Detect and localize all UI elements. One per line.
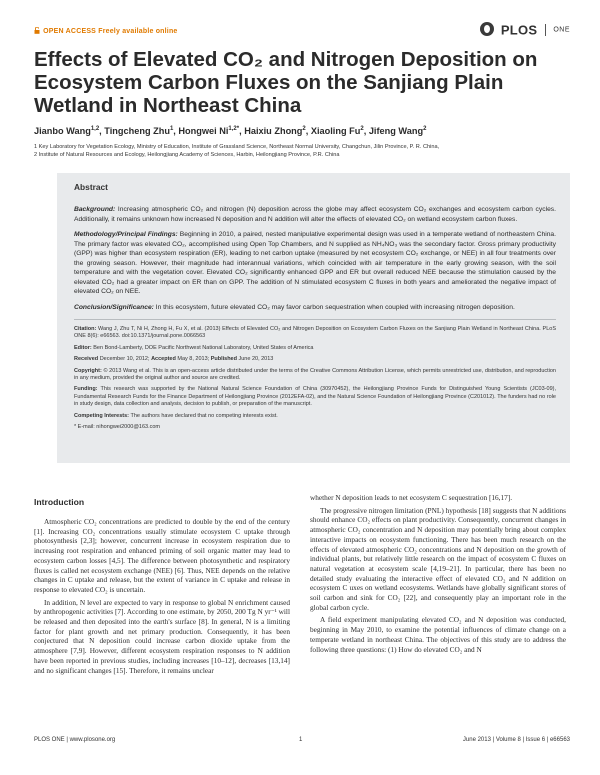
methods-text: Beginning in 2010, a paired, nested manipulative experimental design was used in a temperate wetland of northeastern China. The primary factor was elevated CO₂, accomplished using Open Top Chambers, and N supplied as NH₄NO₃ was the secondary factor. Gross primary productivity (GPP) was higher than ecosystem respiration (ER), leading to net carbon uptake (measured by net ecosystem CO₂ exchange, or NEE) in all four treatments over the growing season. However, their magnitude had interannual variations, which coincided with air temperature in the early growing season, with the soil temperature and with the vegetation cover. Elevated CO₂ significantly enhanced GPP and ER but overall reduced NEE because the stimulation caused by the elevated CO₂ had a greater impact on ER than on GPP. The addition of N stimulated ecosystem C fluxes in both years and ameliorated the negative impact of elevated CO₂ on NEE. bbox=[74, 231, 557, 295]
affiliation-1: 1 Key Laboratory for Vegetation Ecology, Ministry of Education, Institute of Grassland Science, Northeast Normal University, Changchun, Jilin Province, P. R. China, bbox=[34, 144, 440, 150]
background-text: Increasing atmospheric CO₂ and nitrogen (N) deposition across the globe may affect ecosystem CO₂ exchanges and ecosystem carbon cycles. Additionally, it remains unknown how increased N deposition and N addition will alter the effects of elevated CO₂ on wetland ecosystem carbon fluxes. bbox=[74, 206, 556, 223]
copyright-label: Copyright: bbox=[74, 367, 102, 374]
free-online-text: Freely available online bbox=[98, 28, 178, 35]
methods-lead: Methodology/Principal Findings: bbox=[74, 231, 178, 238]
competing-text: The authors have declared that no competing interests exist. bbox=[130, 412, 278, 419]
header-bar bbox=[34, 18, 570, 38]
affiliations bbox=[34, 143, 574, 159]
intro-paragraph-5: A field experiment manipulating elevated CO₂ and N deposition was conducted, beginning in May 2010, to examine the potential influences of climate change on a temperate wetland in northeast China. The objectives of this study are to address the following three questions: (1) How do elevated CO₂ and N bbox=[310, 615, 566, 654]
editor bbox=[74, 345, 556, 352]
page-number: 1 bbox=[299, 737, 303, 743]
citation-text: Wang J, Zhu T, Ni H, Zhong H, Fu X, et al. (2013) Effects of Elevated CO₂ and Nitrogen Deposition on Ecosystem Carbon Fluxes on the Sanjiang Plain Wetland in Northeast China. PLoS ONE 8(6): e66563. doi:10.1371/journal.pone.0066563 bbox=[74, 326, 556, 340]
footer-journal: PLOS ONE | www.plosone.org bbox=[34, 737, 116, 743]
article-title: Effects of Elevated CO₂ and Nitrogen Deposition on Ecosystem Carbon Fluxes on the Sanjiang Plain Wetland in Northeast China bbox=[34, 48, 538, 117]
abstract-methods bbox=[74, 230, 556, 297]
footer-issue: June 2013 | Volume 8 | Issue 6 | e66563 bbox=[462, 737, 570, 743]
citation-label: Citation: bbox=[74, 326, 97, 332]
published-date: June 20, 2013 bbox=[238, 356, 274, 363]
plos-logo-icon bbox=[480, 22, 494, 36]
body-column-right bbox=[310, 493, 566, 657]
competing-label: Competing Interests: bbox=[74, 412, 130, 419]
intro-paragraph-4: The progressive nitrogen limitation (PNL) hypothesis [18] suggests that N additions should enhance CO₂ effects on plant productivity. Consequently, concurrent changes in atmospheric CO₂ concentration and N deposition may potentially bring about complex interactive impacts on ecosystem functioning. There has been much research on the effects of elevated atmospheric CO₂ concentrations and N deposition on the growth of individual plants, but relatively little research on the impact of ecosystem C fluxes on natural vegetation at ecosystem scale [4,19–21]. In particular, there has been no detailed study evaluating the interactive effect of elevated CO₂ and N addition on ecosystem C uxes on wetland ecosystems. Wetlands have globally significant stores of soil carbon and sink for CO₂ [22], and consequently play an important role in the global carbon cycle. bbox=[310, 505, 566, 612]
journal-word: PLOS bbox=[500, 22, 538, 38]
funding bbox=[74, 386, 556, 408]
intro-paragraph-1: Atmospheric CO₂ concentrations are predicted to double by the end of the century [1]. Increasing CO₂ concentrations usually stimulate ecosystem C uptake through photosynthesis [2,3]; however, concurrent increase in ecosystem respiration due to increasing root respiration and enhanced priming of soil organic matter may lead to ecosystem carbon losses [4,5]. The difference between photosynthetic and respiratory fluxes is called net ecosystem exchange (NEE) [6]. Thus, NEE depends on the relative changes in C uptake and release, but the extent of variance in C uptake and release in response to elevated CO₂ is uncertain. bbox=[34, 517, 290, 594]
published-label: Published bbox=[210, 356, 237, 363]
body-column-left bbox=[34, 497, 290, 678]
competing-interests bbox=[74, 413, 556, 420]
background-lead: Background: bbox=[74, 206, 116, 213]
funding-label: Funding: bbox=[74, 386, 98, 393]
received-date: December 10, 2012; bbox=[99, 356, 150, 363]
email: * E-mail: nihongwei2000@163.com bbox=[74, 424, 160, 431]
open-access-label bbox=[34, 27, 178, 35]
open-access-text: OPEN ACCESS bbox=[43, 28, 97, 35]
author-list bbox=[34, 126, 574, 136]
intro-paragraph-3: whether N deposition leads to net ecosystem C sequestration [16,17]. bbox=[310, 493, 513, 502]
intro-paragraph-2: In addition, N level are expected to vary in response to global N enrichment caused by anthropogenic activities [7]. According to one estimate, by 2050, 200 Tg N yr⁻¹ will be released and then deposited into the earth's surface [8]. In general, N is a limiting factor for plant growth and net primary production. Consequently, it has been conjectured that N deposition could increase carbon dioxide uptake from the atmosphere [7,9]. However, different ecosystem respiration responses to N addition have been reported in previous studies, including increases [10–12], decreases [13,14] and no significant changes [15]. Therefore, it remains unclear bbox=[34, 597, 290, 675]
accepted-label: Accepted bbox=[151, 356, 176, 363]
abstract-background bbox=[74, 205, 556, 224]
accepted-date: May 8, 2013; bbox=[177, 356, 210, 363]
dates bbox=[74, 356, 556, 363]
abstract-box bbox=[57, 173, 570, 463]
journal-sub: ONE bbox=[553, 26, 570, 34]
abstract-heading: Abstract bbox=[74, 182, 108, 192]
conclusion-text: In this ecosystem, future elevated CO₂ may favor carbon sequestration when coupled with increasing nitrogen deposition. bbox=[155, 303, 515, 311]
open-lock-icon bbox=[34, 27, 40, 34]
abstract-conclusion bbox=[74, 303, 556, 313]
funding-text: This research was supported by the National Natural Science Foundation of China (30970452), the Heilongjiang Province Funds for Distinguished Young Scientists (JC03-09), Fundamental Research Funds for the Finance Department of Heilongjiang Province (2012EFA-02), and the Natural Science Foundation of Heilongjiang Province (C201012). The funders had no role in study design, data collection and analysis, decision to publish, or preparation of the manuscript. bbox=[74, 386, 556, 408]
affiliation-2: 2 Institute of Natural Resources and Ecology, Heilongjiang Academy of Sciences, Harbin, Heilongjiang Province, P.R. China bbox=[34, 152, 340, 159]
received-label: Received bbox=[74, 356, 99, 363]
introduction-heading: Introduction bbox=[34, 497, 85, 507]
copyright-text: © 2013 Wang et al. This is an open-access article distributed under the terms of the Creative Commons Attribution License, which permits unrestricted use, distribution, and reproduction in any medium, provided the original author and source are credited. bbox=[74, 367, 556, 382]
conclusion-lead: Conclusion/Significance: bbox=[74, 303, 154, 311]
citation bbox=[74, 326, 556, 341]
authors-text: Jianbo Wang$^{1,2}$, Tingcheng Zhu$^1$, Hongwei $Ni^{1,2*}$, Haixiu Zhong$^2$, Xiaoling Fu$^2$, Jifeng Wang$^2$ bbox=[34, 126, 427, 137]
abstract-divider bbox=[74, 319, 556, 320]
editor-text: Ben Bond-Lamberty, DOE Pacific Northwest National Laboratory, United States of America bbox=[93, 344, 314, 351]
journal-logo bbox=[480, 21, 570, 39]
editor-label: Editor: bbox=[74, 344, 92, 351]
page-footer bbox=[34, 737, 570, 747]
copyright bbox=[74, 368, 556, 383]
